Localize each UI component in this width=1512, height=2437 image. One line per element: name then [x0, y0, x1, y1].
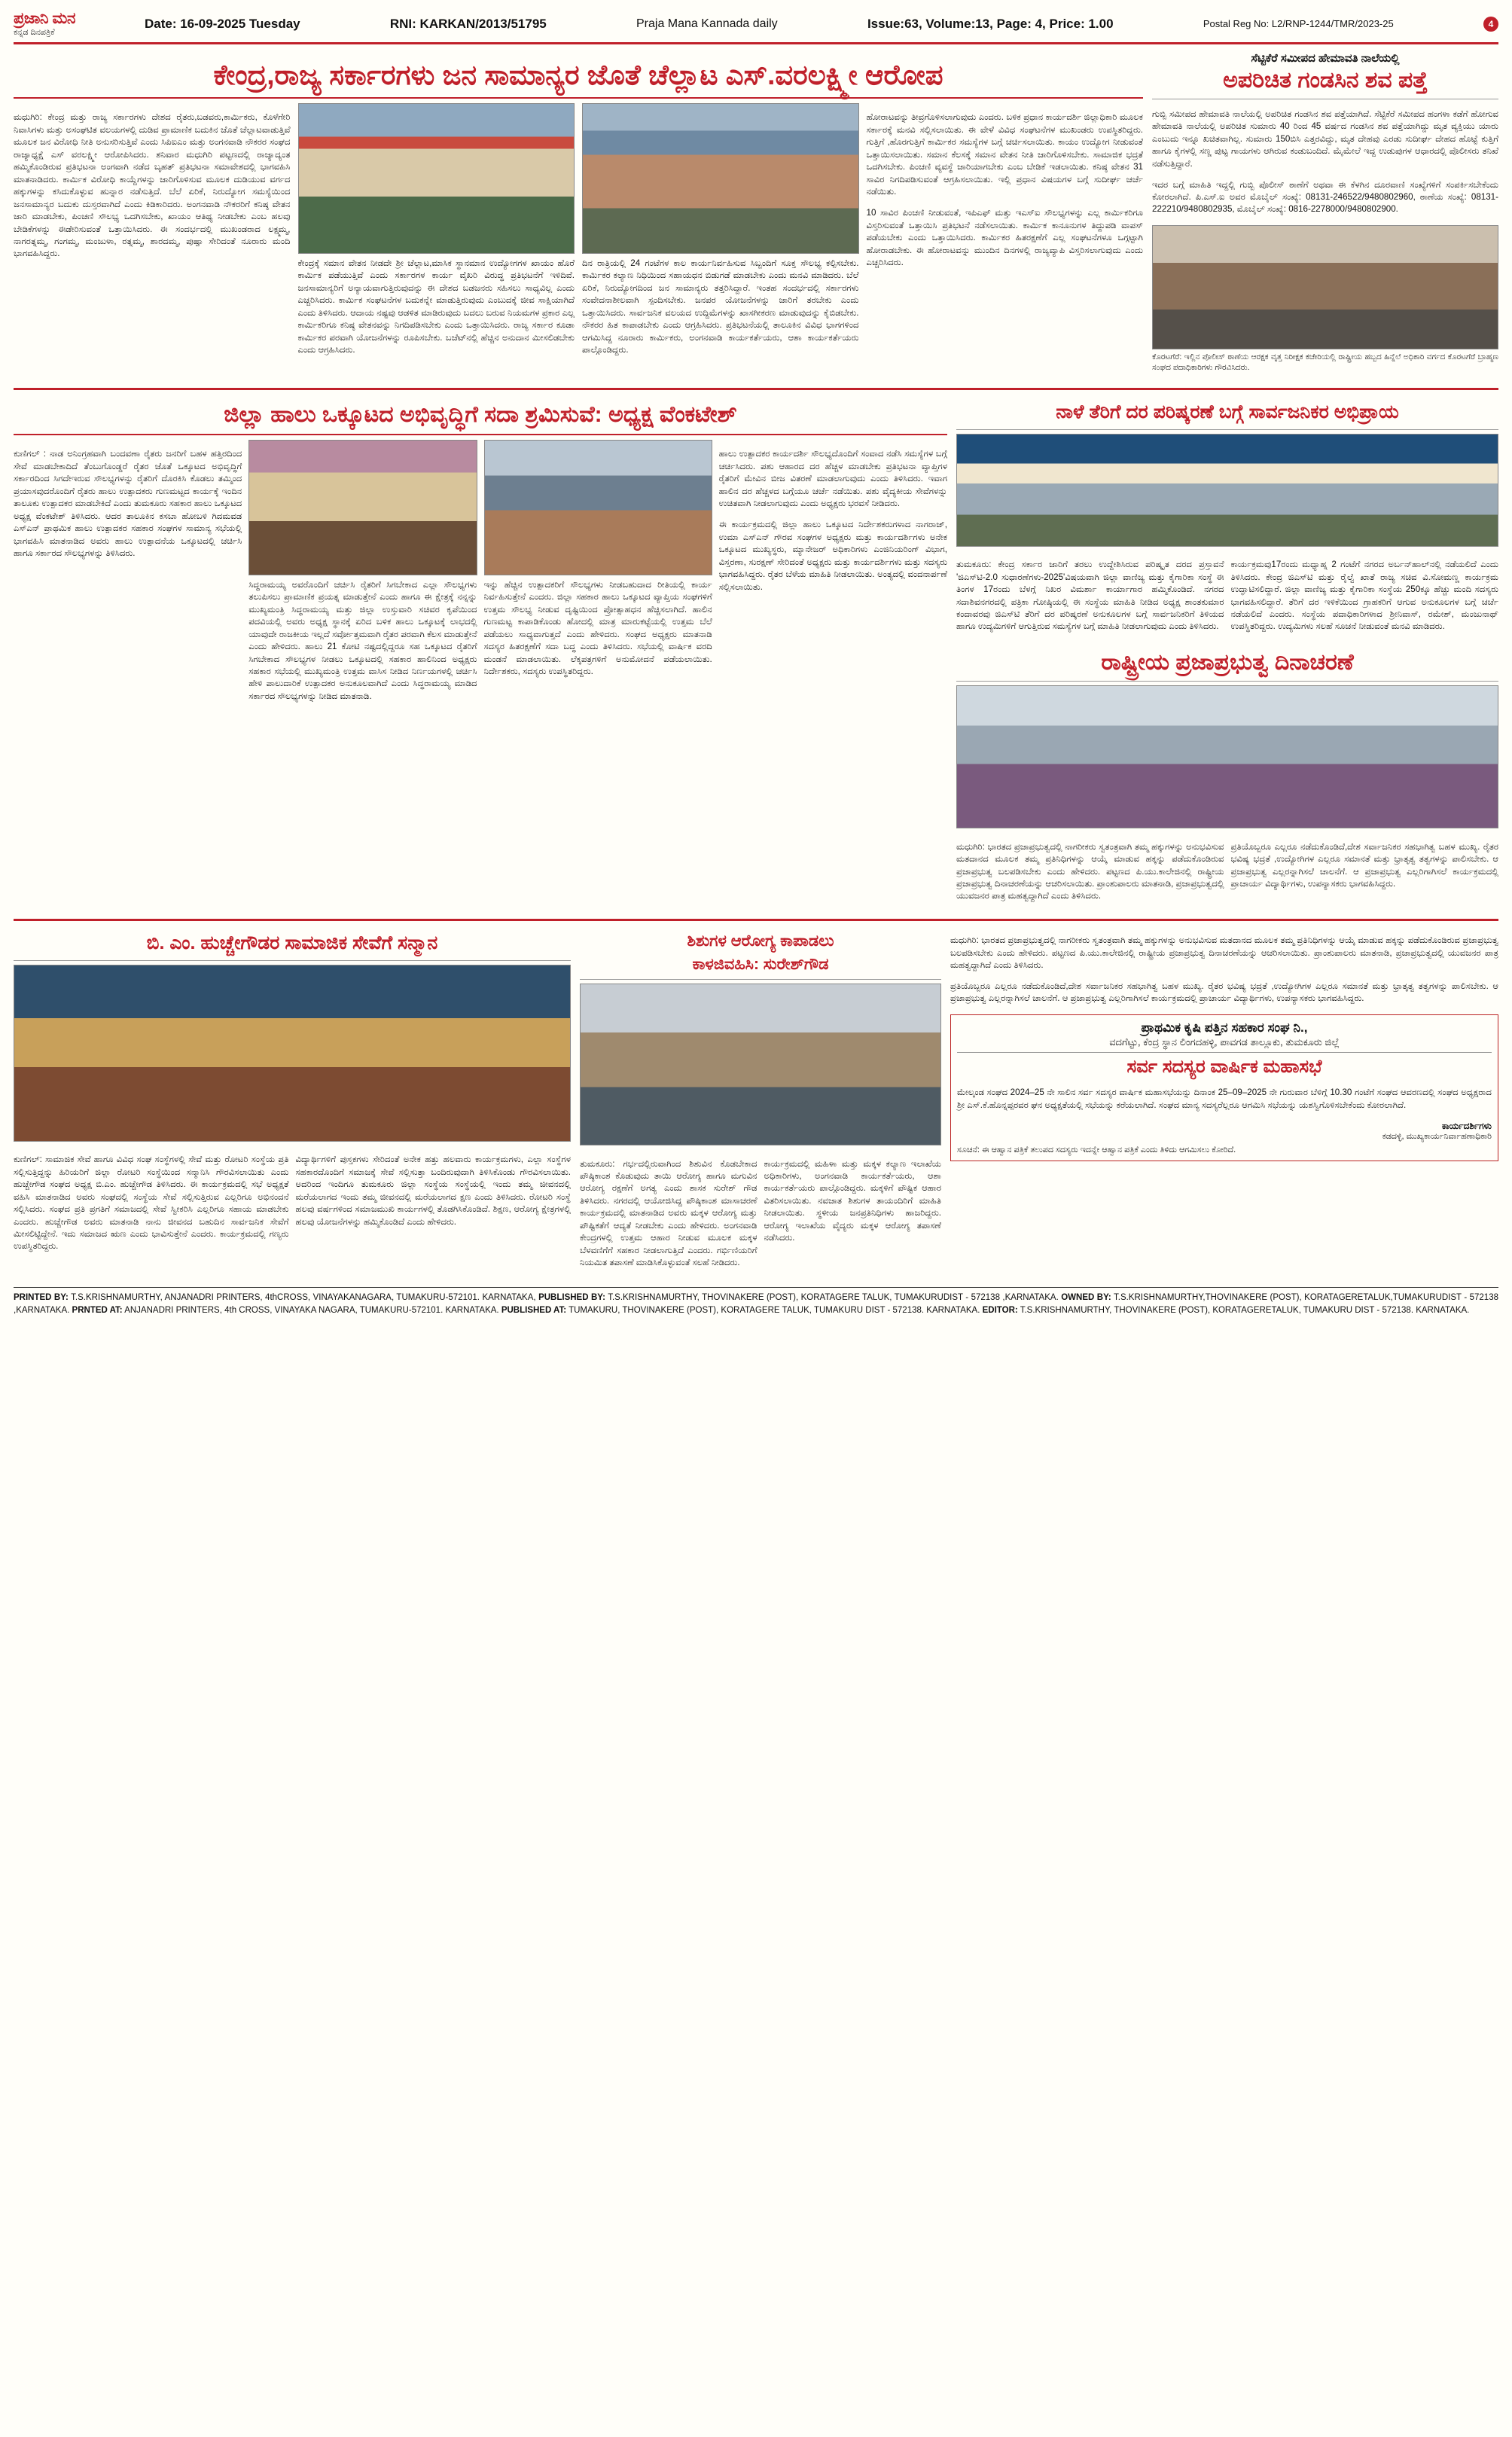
milk-text-5: ಈ ಕಾರ್ಯಕ್ರಮದಲ್ಲಿ ಜಿಲ್ಲಾ ಹಾಲು ಒಕ್ಕೂಟದ ನಿರ್ದೇಶಕರುಗಳಾದ ನಾಗರಾಜ್, ಉಮಾ ಎಸ್‌ಎನ್ ಗೌರವ ಸಂಘಗಳ ಅಧ್ಯಕ್ಷರು ಮತ್ತು ಕಾರ್ಯದರ್ಶಿಗಳು ಅನೇಕ ಒಕ್ಕೂಟದ ಮುಖ್ಯಸ್ಥರು, ಮ್ಯಾನೇಜರ್ ಅಧಿಕಾರಿಗಳು ಎಂಜಿನಿಯರಿಂಗ್ ವಿಭಾಗ, ವಿಸ್ತರಣಾ, ಸುರಕ್ಷಣ್ ಸೇರಿದಂತೆ ಅಧ್ಯಕ್ಷರು ಮತ್ತು ಕಾರ್ಯದರ್ಶಿಗಳು ಮತ್ತು ಸದಸ್ಯರು ಭಾಗವಹಿಸಿದ್ದರು. ರೈತರ ಬೆಳೆಯ ಮಾಹಿತಿ ನೀಡಲಾಯಿತು. ಅಂತ್ಯದಲ್ಲಿ ವಂದನಾರ್ಪಣೆ ಸಲ್ಲಿಸಲಾಯಿತು. [718, 520, 947, 592]
national-headline: ರಾಷ್ಟ್ರೀಯ ಪ್ರಜಾಪ್ರಭುತ್ವ ದಿನಾಚರಣೆ [1101, 649, 1354, 675]
masthead [14, 11, 1498, 44]
logo-subtitle: ಕನ್ನಡ ದಿನಪತ್ರಿಕೆ [14, 28, 55, 38]
crowd-photo [582, 103, 859, 254]
agm-notice [950, 1014, 1498, 1162]
national-text-2: ಪ್ರತಿಯೊಬ್ಬರೂ ಎಲ್ಲರೂ ನಡೆದುಕೊಂಡಿದೆ,ದೇಶ ಸರ್ವಾಜನಿಕರ ಸಹಭಾಗಿತ್ವ ಬಹಳ ಮುಖ್ಯ. ರೈತರ ಭವಿಷ್ಯ ಭದ್ರತೆ ,ಉದ್ಯೋಗಿಗಳ ಎಲ್ಲರೂ ಸಮಾನತೆ ಮತ್ತು ಭ್ರಾತೃತ್ವ ತತ್ವಗಳನ್ನು ಪಾಲಿಸಬೇಕು. ಆ ಪ್ರಜಾಪ್ರಭುತ್ವ ಎಲ್ಲರನ್ನಾಗಿಸಲೆ ಚಾಲನೆಗೆ. ಆ ಪ್ರಜಾಪ್ರಭುತ್ವ ಎಲ್ಲರಿಗಾಗಿಸಲೆ ಕಾರ್ಯಕ್ರಮದಲ್ಲಿ ಪ್ರಾಚಾರ್ಯ ವಿದ್ಯಾರ್ಥಿಗಳು, ಉಪನ್ಯಾಸಕರು ಭಾಗವಹಿಸಿದ್ದರು. [1230, 841, 1498, 889]
crime-photo-caption: ಕೊರಟಗೆರೆ: ಇಲ್ಲಿನ ಪೊಲೀಸ್ ಠಾಣೆಯ ಆರಕ್ಷಕ ವೃತ್ತ ನಿರೀಕ್ಷಕ ಕಚೇರಿಯಲ್ಲಿ ರಾಷ್ಟ್ರೀಯ ಹಬ್ಬದ ಹಿನ್ನೆಲೆ ಅಧಿಕಾರಿ ವರ್ಗದ ಕೊರಟಗೆರೆ ಬ್ರಾಹ್ಮಣ ಸಂಘದ ಪದಾಧಿಕಾರಿಗಳು ಗೌರವಿಸಿದರು. [1152, 352, 1498, 372]
crime-kicker: ಸೆಟ್ಟಿಕೆರೆ ಸಮೀಪದ ಹೇಮಾವತಿ ನಾಲೆಯಲ್ಲಿ [1251, 51, 1400, 65]
top-section [14, 52, 1498, 381]
child-health-photo [580, 984, 941, 1145]
milk-text-3: ಇನ್ನು ಹೆಚ್ಚಿನ ಉತ್ಪಾದಕರಿಗೆ ಸೌಲಭ್ಯಗಳು ನೀಡಬಹುದಾದ ರೀತಿಯಲ್ಲಿ ಕಾರ್ಯ ನಿರ್ವಹಿಸುತ್ತೇನೆ ಎಂದರು. ಜಿಲ್ಲಾ ಸಹಕಾರ ಹಾಲು ಒಕ್ಕೂಟದ ವ್ಯಾಪ್ತಿಯ ಸಂಘಗಳಿಗೆ ಉತ್ತಮ ಸೌಲಭ್ಯ ನೀಡುವ ದೃಷ್ಟಿಯಿಂದ ಪ್ರೋತ್ಸಾಹಧನ ಹೆಚ್ಚಿಸಲಾಗಿದೆ. ಹಾಲಿನ ಗುಣಮಟ್ಟ ಕಾಪಾಡಿಕೊಂಡು ಹೋದಲ್ಲಿ ಮಾತ್ರ ಮಾರುಕಟ್ಟೆಯಲ್ಲಿ ಉತ್ತಮ ಬೆಲೆ ಪಡೆಯಲು ಸಾಧ್ಯವಾಗುತ್ತದೆ ಎಂದು ಹೇಳಿದರು. ಸಂಘದ ಅಧ್ಯಕ್ಷರು ಮಾತನಾಡಿ ಸದಸ್ಯರ ಹಿತರಕ್ಷಣೆಗೆ ಸದಾ ಬದ್ಧ ಎಂದು ತಿಳಿಸಿದರು. ಸಭೆಯಲ್ಲಿ ವಾರ್ಷಿಕ ವರದಿ ಮಂಡನೆ ಮಾಡಲಾಯಿತು. ಲೆಕ್ಕಪತ್ರಗಳಿಗೆ ಅನುಮೋದನೆ ಪಡೆಯಲಾಯಿತು. ನಿರ್ದೇಶಕರು, ಸದಸ್ಯರು ಉಪಸ್ಥಿತರಿದ್ದರು. [483, 579, 712, 677]
lead-col-1 [14, 103, 291, 365]
opinion-col-1 [956, 551, 1224, 642]
national-col-1 [956, 832, 1224, 911]
newspaper-logo [14, 11, 134, 38]
lead-col-4 [867, 103, 1144, 365]
opinion-text-1: ತುಮಕೂರು: ಕೇಂದ್ರ ಸರ್ಕಾರ ಜಾರಿಗೆ ತರಲು ಉದ್ದೇಶಿಸಿರುವ ಪರಿಷ್ಕೃತ ದರದ ಪ್ರಸ್ತಾವನೆ 'ಜಿಎಸ್‌ಟಿ-2.0 ಸುಧಾರಣೆಗಳು-2025'ವಿಷಯವಾಗಿ ಜಿಲ್ಲಾ ವಾಣಿಜ್ಯ ಮತ್ತು ಕೈಗಾರಿಕಾ ಸಂಸ್ಥೆ ಈ ತಿಂಗಳ 17ರಂದು ಬೆಳಗ್ಗೆ ನಿಖರ ವಿಮರ್ಶಾ ಕಾರ್ಯಾಗಾರ ಹಮ್ಮಿಕೊಂಡಿದೆ. ನಗರದ ಸದಾಶಿವನಗರದಲ್ಲಿ ಪತ್ರಿಕಾ ಗೋಷ್ಠಿಯಲ್ಲಿ ಈ ಸಂಸ್ಥೆಯ ಮಾಹಿತಿ ನೀಡಿದ ಅಧ್ಯಕ್ಷ ಶಾಂತಕುಮಾರ ಕಂದಾವರವು ಜಿಎಸ್‌ಟಿ ತೆರಿಗೆ ದರ ಪರಿಷ್ಕರಣೆ ಅನುಕೂಲಗಳ ಬಗ್ಗೆ ಸಾರ್ವಜನಿಕರಿಗೆ ತಿಳಿಯದ ಹಾಗೂ ಉದ್ಯಮಿಗಳಿಗೆ ಆಗುತ್ತಿರುವ ಸಮಸ್ಯೆಗಳ ಬಗ್ಗೆ ಮಾಹಿತಿ ನೀಡಲಾಗುವುದು ಎಂದು ತಿಳಿಸಿದರು. [956, 560, 1224, 632]
national-col-2 [1231, 832, 1499, 911]
democracy-day-photo [956, 685, 1498, 828]
honour-col-1 [14, 1145, 289, 1262]
publication-date: Date: 16-09-2025 Tuesday [145, 16, 300, 31]
national-text-4: ಪ್ರತಿಯೊಬ್ಬರೂ ಎಲ್ಲರೂ ನಡೆದುಕೊಂಡಿದೆ,ದೇಶ ಸರ್ವಾಜನಿಕರ ಸಹಭಾಗಿತ್ವ ಬಹಳ ಮುಖ್ಯ. ರೈತರ ಭವಿಷ್ಯ ಭದ್ರತೆ ,ಉದ್ಯೋಗಿಗಳ ಎಲ್ಲರೂ ಸಮಾನತೆ ಮತ್ತು ಭ್ರಾತೃತ್ವ ತತ್ವಗಳನ್ನು ಪಾಲಿಸಬೇಕು. ಆ ಪ್ರಜಾಪ್ರಭುತ್ವ ಎಲ್ಲರನ್ನಾಗಿಸಲೆ ಚಾಲನೆಗೆ. ಆ ಪ್ರಜಾಪ್ರಭುತ್ವ ಎಲ್ಲರಿಗಾಗಿಸಲೆ ಕಾರ್ಯಕ್ರಮದಲ್ಲಿ ಪ್ರಾಚಾರ್ಯ ವಿದ್ಯಾರ್ಥಿಗಳು, ಉಪನ್ಯಾಸಕರು ಭಾಗವಹಿಸಿದ್ದರು. [950, 981, 1498, 1004]
milk-text-2: ಸಿದ್ಧರಾಮಯ್ಯ ಅವರೊಂದಿಗೆ ಚರ್ಚಿಸಿ ರೈತರಿಗೆ ಸಿಗಬೇಕಾದ ಎಲ್ಲಾ ಸೌಲಭ್ಯಗಳು ತಲುಪಿಸಲು ಪ್ರಾಮಾಣಿಕ ಪ್ರಯತ್ನ ಮಾಡುತ್ತೇನೆ ಎಂದು ಹಾಗೂ ಈ ಕ್ಷೇತ್ರಕ್ಕೆ ನನ್ನನ್ನು ಮುಖ್ಯಮಂತ್ರಿ ಸಿದ್ಧರಾಮಯ್ಯ ಮತ್ತು ಜಿಲ್ಲಾ ಉಸ್ತುವಾರಿ ಸಚಿವರ ಕೃಪೆಯಿಂದ ಪದವಿಯಲ್ಲಿ ಅವರು ಅಧ್ಯಕ್ಷ ಸ್ಥಾನಕ್ಕೆ ಏರಿದ ಬಳಿಕ ಹಾಲು ಒಕ್ಕೂಟಕ್ಕೆ ಲಾಭದಲ್ಲಿ ಯಾವುದೇ ರಾಜಕೀಯ ಇಲ್ಲದೆ ಸರ್ವೋತ್ತಮವಾಗಿ ರೈತರ ಪರವಾಗಿ ಕೆಲಸ ಮಾಡುತ್ತೇನೆ ಎಂದು ಹೇಳಿದರು. ಹಾಲು 21 ಕೋಟಿ ನಷ್ಟದಲ್ಲಿದ್ದರೂ ಸಹ ಒಕ್ಕೂಟದ ರೈತರಿಗೆ ಸಿಗಬೇಕಾದ ಸೌಲಭ್ಯಗಳ ನೀಡಲು ಒಕ್ಕೂಟದಲ್ಲಿ ಸಹಕಾರ ಹಾಲಿನಿಂದ ಅಧ್ಯಕ್ಷರು ಸಹಕಾರ ಸಭೆಯಲ್ಲಿ ಮುಖ್ಯಮಂತ್ರಿ ಉತ್ತಮ ವಾಸಿಸ ನೀಡಿದ ನಿರ್ಣಯಗಳಲ್ಲಿ ಚರ್ಚಿಸಿ ಹೇಳಿ ಪಾಲುದಾರಿಕೆ ಉತ್ಪಾದಕರ ಅನುಕೂಲವಾಗಿದೆ ಎಂದು ಸಿದ್ಧರಾಮಯ್ಯ ಮಾಡಿದ ಸರ್ಕಾರದ ಸೌಲಭ್ಯಗಳನ್ನು ನೀಡಿದ ಮಾತನಾಡಿ. [248, 579, 477, 701]
notice-title: ಸರ್ವ ಸದಸ್ಯರ ವಾರ್ಷಿಕ ಮಹಾಸಭೆ [1126, 1057, 1322, 1078]
editor-value: T.S.KRISHNAMURTHY, THOVINAKERE (POST), KORATAGERETALUK, TUMAKURU DIST - 572138. KARNATAKA. [1020, 1305, 1470, 1315]
milk-col-3 [484, 440, 712, 712]
lead-story [14, 52, 1143, 381]
opinion-col-2 [1231, 551, 1499, 642]
lead-col-2 [298, 103, 575, 365]
published-by-value: T.S.KRISHNAMURTHY, THOVINAKERE (POST), KORATAGERE TALUK, TUMAKURUDIST - 572138 ,KARNATAKA. [608, 1293, 1059, 1303]
child-health-story [580, 926, 941, 1278]
child-health-subhead: ಕಾಳಜಿವಹಿಸಿ: ಸುರೇಶ್‌ಗೌಡ [692, 955, 829, 973]
lead-text-4: ಹೋರಾಟವನ್ನು ತೀವ್ರಗೊಳಿಸಲಾಗುವುದು ಎಂದರು. ಬಳಿಕ ಪ್ರಧಾನ ಕಾರ್ಯದರ್ಶಿ ಜಿಲ್ಲಾಧಿಕಾರಿ ಮೂಲಕ ಸರ್ಕಾರಕ್ಕೆ ಮನವಿ ಸಲ್ಲಿಸಲಾಯಿತು. ಈ ವೇಳೆ ವಿವಿಧ ಸಂಘಟನೆಗಳ ಮುಖಂಡರು ಉಪಸ್ಥಿತರಿದ್ದರು. ಗುತ್ತಿಗೆ ,ಹೊರಗುತ್ತಿಗೆ ಕಾರ್ಮಿಕರ ಸಮಸ್ಯೆಗಳ ಬಗ್ಗೆ ಚರ್ಚಿಸಲಾಯಿತು. ಕಾಯಂ ಉದ್ಯೋಗ ನೀಡುವಂತೆ ಒತ್ತಾಯಿಸಲಾಯಿತು. ಸಮಾನ ಕೆಲಸಕ್ಕೆ ಸಮಾನ ವೇತನ ನೀತಿ ಜಾರಿಗೊಳಿಸಬೇಕು. ಸಾಮಾಜಿಕ ಭದ್ರತೆ ಒದಗಿಸಬೇಕು. ಪಿಂಚಣಿ ವ್ಯವಸ್ಥೆ ಜಾರಿಯಾಗಬೇಕು ಎಂಬ ಬೇಡಿಕೆ ಇಡಲಾಯಿತು. ಕನಿಷ್ಠ ವೇತನ 31 ಸಾವಿರ ನಿಗದಿಪಡಿಸುವಂತೆ ಆಗ್ರಹಿಸಲಾಯಿತು. ಇಲ್ಲಿ ಪ್ರಧಾನ ವಿಷಯಗಳ ಬಗ್ಗೆ ಸುದೀರ್ಘ ಚರ್ಚೆ ನಡೆಯಿತು. [866, 112, 1143, 197]
police-honour-photo [1152, 225, 1498, 349]
gst-press-photo [956, 434, 1498, 547]
national-text-1: ಮಧುಗಿರಿ: ಭಾರತದ ಪ್ರಜಾಪ್ರಭುತ್ವದಲ್ಲಿ ನಾಗರೀಕರು ಸ್ವತಂತ್ರವಾಗಿ ತಮ್ಮ ಹಕ್ಕುಗಳನ್ನು ಅನುಭವಿಸುವ ಮತದಾನದ ಮೂಲಕ ತಮ್ಮ ಪ್ರತಿನಿಧಿಗಳನ್ನು ಆಯ್ಕೆ ಮಾಡುವ ಹಕ್ಕನ್ನು ಪಡೆದುಕೊಂಡಿರುವ ಪ್ರಜಾಪ್ರಭುತ್ವ ಬಲಪಡಿಸಬೇಕು ಎಂದು ಹೇಳಿದರು. ಪಟ್ಟಣದ ಪಿ.ಯು.ಕಾಲೇಜಿನಲ್ಲಿ ರಾಷ್ಟ್ರೀಯ ಪ್ರಜಾಪ್ರಭುತ್ವ ದಿನಾಚರಣೆಯನ್ನು ಆಚರಿಸಲಾಯಿತು. ಪ್ರಾಂಶುಪಾಲರು ಮಾತನಾಡಿ, ಪ್ರಜಾಪ್ರಭುತ್ವದಲ್ಲಿ ಯುವಜನರ ಪಾತ್ರ ಮಹತ್ವದ್ದಾಗಿದೆ ಎಂದು ತಿಳಿಸಿದರು. [956, 841, 1224, 901]
postal-reg: Postal Reg No: L2/RNP-1244/TMR/2023-25 [1203, 18, 1394, 30]
honour-text-1: ಕುಣಿಗಲ್: ಸಾಮಾಜಿಕ ಸೇವೆ ಹಾಗೂ ವಿವಿಧ ಸಂಘ ಸಂಸ್ಥೆಗಳಲ್ಲಿ ಸೇವೆ ಮತ್ತು ರೋಟರಿ ಸಂಸ್ಥೆಯ ಪ್ರತಿ ಸಲ್ಲಿಸುತ್ತಿದ್ದನ್ನು ಹಿರಿಯರಿಗೆ ಜಿಲ್ಲಾ ರೋಟರಿ ಸಂಸ್ಥೆಯಿಂದ ಸನ್ಮಾನಿಸಿ ಗೌರವಿಸಲಾಯಿತು ಎಂದು ಹುಚ್ಚೇಗೌಡ ಸಂಘದ ಅಧ್ಯಕ್ಷ ಬಿ.ಎಂ. ಹುಚ್ಚೇಗೌಡ ತಿಳಿಸಿದರು. ಈ ಕಾರ್ಯಕ್ರಮದಲ್ಲಿ ಸಭೆ ಅಧ್ಯಕ್ಷತೆ ವಹಿಸಿ ಮಾತನಾಡಿದ ಅವರು ಸಂಘದಲ್ಲಿ ಸಂಸ್ಥೆಯ ಸೇವೆ ಸಲ್ಲಿಸುತ್ತಿರುವ ಎಲ್ಲರಿಗೂ ಅಭಿನಂದನೆ ಸಲ್ಲಿಸಿದರು. ಸಂಘದ ಪ್ರತಿ ಪ್ರಗತಿಗೆ ಸಮಾಜದಲ್ಲಿ ಸೇವೆ ಸ್ವೀಕರಿಸಿ ಎಲ್ಲರಿಗೂ ಸಹಾಯ ಮಾಡಬೇಕು ಎಂದರು. ಹುಚ್ಚೇಗೌಡ ಅವರು ಮಾತನಾಡಿ ನಾನು ಜೀವನದ ಬಹುದಿನ ಸಾರ್ವಜನಿಕ ಸೇವೆಗೆ ಮೀಸಲಿಟ್ಟಿದ್ದೇನೆ. ಇದು ಸಮಾಜದ ಋಣ ಎಂದು ಭಾವಿಸುತ್ತೇನೆ ಎಂದರು. ಕಾರ್ಯಕ್ರಮದಲ್ಲಿ ಗಣ್ಯರು ಉಪಸ್ಥಿತರಿದ್ದರು. [14, 1154, 289, 1252]
milk-union-story [14, 395, 947, 911]
lead-text-4b: 10 ಸಾವಿರ ಪಿಂಚಣಿ ನೀಡುವಂತೆ, ಇಪಿಎಫ್ ಮತ್ತು ಇಎಸ್ಐ ಸೌಲಭ್ಯಗಳನ್ನು ಎಲ್ಲ ಕಾರ್ಮಿಕರಿಗೂ ವಿಸ್ತರಿಸುವಂತೆ ಒತ್ತಾಯಿಸಿ ಪ್ರತಿಭಟನೆ ನಡೆಸಲಾಯಿತು. ಕಾರ್ಮಿಕ ಕಾನೂನುಗಳ ತಿದ್ದುಪಡಿ ವಾಪಸ್ ಪಡೆಯಬೇಕು ಎಂದು ಒತ್ತಾಯಿಸಿದರು. ಕಾರ್ಮಿಕರ ಹಿತರಕ್ಷಣೆಗೆ ಎಲ್ಲ ಸಂಘಟನೆಗಳೂ ಒಗ್ಗಟ್ಟಾಗಿ ಹೋರಾಡಬೇಕು. ಈ ಹೋರಾಟವನ್ನು ಮುಂದಿನ ದಿನಗಳಲ್ಲಿ ರಾಜ್ಯವ್ಯಾಪಿ ವಿಸ್ತರಿಸಲಾಗುವುದು ಎಂದು ಎಚ್ಚರಿಸಿದರು. [866, 208, 1143, 268]
bottom-section [14, 926, 1498, 1278]
page-number-badge: 4 [1483, 17, 1498, 32]
notice-sign-1: ಕಾರ್ಯದರ್ಶಿಗಳು [1441, 1120, 1492, 1131]
issue-info: Issue:63, Volume:13, Page: 4, Price: 1.00 [867, 16, 1114, 31]
milk-meeting-photo [248, 440, 477, 575]
crime-headline: ಅಪರಿಚಿತ ಗಂಡಸಿನ ಶವ ಪತ್ತೆ [1223, 67, 1428, 93]
honour-headline: ಬಿ. ಎಂ. ಹುಚ್ಚೇಗೌಡರ ಸಾಮಾಜಿಕ ಸೇವೆಗೆ ಸನ್ಮಾನ [146, 932, 438, 954]
imprint-footer [14, 1287, 1498, 1316]
milk-text-4: ಹಾಲು ಉತ್ಪಾದಕರ ಕಾರ್ಯದರ್ಶಿ ಸೌಲಭ್ಯದೊಂದಿಗೆ ಸಂವಾದ ನಡೆಸಿ ಸಮಸ್ಯೆಗಳ ಬಗ್ಗೆ ಚರ್ಚಿಸಿದರು. ಪಶು ಆಹಾರದ ದರ ಹೆಚ್ಚಳ ಮಾಡಬೇಕು ಪ್ರತಿಭಟನಾ ವ್ಯಾಪ್ತಿಗಳ ರೈತರಿಗೆ ಮೇವಿನ ಬೀಜ ವಿತರಣೆ ಮಾಡಲಾಗುವುದು ಎಂದು ತಿಳಿಸಿದರು. ಇವಾಗ ಹಾಲಿನ ದರ ಹೆಚ್ಚಳದ ಬಗ್ಗೆಯೂ ಚರ್ಚೆ ನಡೆಯಿತು. ಪಶು ವೈದ್ಯಕೀಯ ಸೇವೆಗಳನ್ನು ಉಚಿತವಾಗಿ ನೀಡಲಾಗುವುದು ಎಂದು ಅಧ್ಯಕ್ಷರು ಭರವಸೆ ನೀಡಿದರು. [718, 449, 947, 509]
milk-headline: ಜಿಲ್ಲಾ ಹಾಲು ಒಕ್ಕೂಟದ ಅಭಿವೃದ್ಧಿಗೆ ಸದಾ ಶ್ರಮಿಸುವೆ: ಅಧ್ಯಕ್ಷ ವೆಂಕಟೇಶ್ [224, 402, 737, 428]
honour-col-2 [296, 1145, 572, 1262]
published-at-label: PUBLISHED AT: [501, 1305, 567, 1315]
lead-headline: ಕೇಂದ್ರ,ರಾಜ್ಯ ಸರ್ಕಾರಗಳು ಜನ ಸಾಮಾನ್ಯರ ಜೊತೆ ಚೆಲ್ಲಾಟ ಎಸ್.ವರಲಕ್ಷ್ಮೀ ಆರೋಪ [213, 59, 943, 90]
honour-story [14, 926, 571, 1278]
lead-col-3 [582, 103, 859, 365]
owned-by-label: OWNED BY: [1061, 1293, 1111, 1303]
milk-col-4 [719, 440, 947, 712]
child-health-col-1 [580, 1149, 758, 1278]
printed-by-value: T.S.KRISHNAMURTHY, ANJANADRI PRINTERS, 4thCROSS, VINAYAKANAGARA, TUMAKURU-572101. KARNATAKA, [71, 1293, 536, 1303]
child-health-text-1: ತುಮಕೂರು: ಗರ್ಭದಲ್ಲಿರುವಾಗಿಂದ ಶಿಶುವಿನ ಕೊಡಬೇಕಾದ ಪೌಷ್ಠಿಕಾಂಶ ಕೊಡುವುದು ತಾಯಿ ಆರೋಗ್ಯ ಹಾಗೂ ಮಗುವಿನ ಆರೋಗ್ಯ ರಕ್ಷಣೆಗೆ ಅಗತ್ಯ ಎಂದು ಶಾಸಕ ಸುರೇಶ್ ಗೌಡ ತಿಳಿಸಿದರು. ನಗರದಲ್ಲಿ ಆಯೋಜಿಸಿದ್ದ ಪೌಷ್ಠಿಕಾಂಶ ಮಾಸಾಚರಣೆ ಕಾರ್ಯಕ್ರಮದಲ್ಲಿ ಮಾತನಾಡಿದ ಅವರು ಮಕ್ಕಳ ಆರೋಗ್ಯ ಮತ್ತು ಪೌಷ್ಟಿಕತೆಗೆ ಆದ್ಯತೆ ನೀಡಬೇಕು ಎಂದು ಹೇಳಿದರು. ಅಂಗನವಾಡಿ ಕೇಂದ್ರಗಳಲ್ಲಿ ಉತ್ತಮ ಆಹಾರ ನೀಡುವ ಮೂಲಕ ಮಕ್ಕಳ ಬೆಳವಣಿಗೆಗೆ ಸಹಕಾರ ನೀಡಲಾಗುತ್ತಿದೆ ಎಂದರು. ಗರ್ಭಿಣಿಯರಿಗೆ ನಿಯಮಿತ ತಪಾಸಣೆ ಮಾಡಿಸಿಕೊಳ್ಳುವಂತೆ ಸಲಹೆ ನೀಡಿದರು. [580, 1158, 758, 1268]
notice-sign-2: ಕಡದಳ್ಳಿ, ಮುಖ್ಯಕಾರ್ಯನಿರ್ವಾಹಣಾಧಿಕಾರಿ [1382, 1131, 1492, 1141]
national-text-3: ಮಧುಗಿರಿ: ಭಾರತದ ಪ್ರಜಾಪ್ರಭುತ್ವದಲ್ಲಿ ನಾಗರೀಕರು ಸ್ವತಂತ್ರವಾಗಿ ತಮ್ಮ ಹಕ್ಕುಗಳನ್ನು ಅನುಭವಿಸುವ ಮತದಾನದ ಮೂಲಕ ತಮ್ಮ ಪ್ರತಿನಿಧಿಗಳನ್ನು ಆಯ್ಕೆ ಮಾಡುವ ಹಕ್ಕನ್ನು ಪಡೆದುಕೊಂಡಿರುವ ಪ್ರಜಾಪ್ರಭುತ್ವ ಬಲಪಡಿಸಬೇಕು ಎಂದು ಹೇಳಿದರು. ಪಟ್ಟಣದ ಪಿ.ಯು.ಕಾಲೇಜಿನಲ್ಲಿ ರಾಷ್ಟ್ರೀಯ ಪ್ರಜಾಪ್ರಭುತ್ವ ದಿನಾಚರಣೆಯನ್ನು ಆಚರಿಸಲಾಯಿತು. ಪ್ರಾಂಶುಪಾಲರು ಮಾತನಾಡಿ, ಪ್ರಜಾಪ್ರಭುತ್ವದಲ್ಲಿ ಯುವಜನರ ಪಾತ್ರ ಮಹತ್ವದ್ದಾಗಿದೆ ಎಂದು ತಿಳಿಸಿದರು. [950, 935, 1498, 970]
paper-name: Praja Mana Kannada daily [636, 17, 778, 30]
notice-body: ಮೇಲ್ಕಂಡ ಸಂಘದ 2024–25 ನೇ ಸಾಲಿನ ಸರ್ವ ಸದಸ್ಯರ ವಾರ್ಷಿಕ ಮಹಾಸಭೆಯನ್ನು ದಿನಾಂಕ 25–09–2025 ನೇ ಗುರುವಾರ ಬೆಳಿಗ್ಗೆ 10.30 ಗಂಟೆಗೆ ಸಂಘದ ಆವರಣದಲ್ಲಿ ಸಂಘದ ಅಧ್ಯಕ್ಷರಾದ ಶ್ರೀ ಎಸ್.ಕೆ.ಹೊನ್ನಪ್ಪರವರ ಘನ ಅಧ್ಯಕ್ಷತೆಯಲ್ಲಿ ಸಭೆಯನ್ನು ಕರೆಯಲಾಗಿದೆ. ಸಂಘದ ಮಾನ್ಯ ಸದಸ್ಯರೆಲ್ಲರೂ ಆಗಮಿಸಿ ಸಭೆಯನ್ನು ಯಶಸ್ವಿಗೊಳಿಸಬೇಕೆಂದು ಕೋರಲಾಗಿದೆ. [957, 1087, 1492, 1110]
printed-at-label: PRNTED AT: [72, 1305, 123, 1315]
notice-org-line1: ಪ್ರಾಥಮಿಕ ಕೃಷಿ ಪತ್ತಿನ ಸಹಕಾರ ಸಂಘ ನಿ., [1141, 1020, 1308, 1035]
printed-by-label: PRINTED BY: [14, 1293, 69, 1303]
crime-story [1152, 52, 1498, 381]
editor-label: EDITOR: [982, 1305, 1018, 1315]
masthead-info [145, 17, 1498, 32]
owned-by-value: T.S.KRISHNAMURTHY,THOVINAKERE (POST), KORATAGERETALUK,TUMAKURUDIST - 572138 ,KARNATAKA. [14, 1293, 1498, 1315]
honour-photo [14, 965, 571, 1142]
lead-text-1: ಮಧುಗಿರಿ: ಕೇಂದ್ರ ಮತ್ತು ರಾಜ್ಯ ಸರ್ಕಾರಗಳು ದೇಶದ ರೈತರು,ಬಡವರು,ಕಾರ್ಮಿಕರು, ಕೊಳೆಗೇರಿ ನಿವಾಸಿಗಳು ಮತ್ತು ಅಸಂಘಟಿತ ವಲಯಗಳಲ್ಲಿ ದುಡಿವ ಪ್ರಾಮಾಣಿಕ ಬದುಕಿನ ಜೊತೆ ಚೆಲ್ಲಾಟವಾಡುತ್ತಿವೆ ಮೂಲಕ ಜನ ವಿರೋಧಿ ನೀತಿ ಅನುಸರಿಸುತ್ತಿವೆ ಎಂದು ಸಿಪಿಐಎಂ ಮತ್ತು ಅಂಗನವಾಡಿ ನೌಕರರ ಸಂಘದ ರಾಜ್ಯಾಧ್ಯಕ್ಷೆ ಎಸ್ ವರಲಕ್ಷ್ಮೀ ಆರೋಪಿಸಿದರು. ಶನಿವಾರ ಮಧುಗಿರಿ ಪಟ್ಟಣದಲ್ಲಿ ರಾಜ್ಯಾದ್ಯಂತ ಹಮ್ಮಿಕೊಂಡಿರುವ ಪ್ರತಿಭಟನಾ ಅಂಗವಾಗಿ ನಡೆದ ಬೃಹತ್ ಪ್ರತಿಭಟನಾ ಸಮಾವೇಶದಲ್ಲಿ ಭಾಗವಹಿಸಿ ಮಾತನಾಡಿದರು. ಕಾರ್ಮಿಕ ವಿರೋಧಿ ಕಾಯ್ದೆಗಳನ್ನು ಜಾರಿಗೊಳಿಸುವ ಮೂಲಕ ದುಡಿಯುವ ವರ್ಗದ ಹಕ್ಕುಗಳನ್ನು ಕಸಿದುಕೊಳ್ಳುವ ಹುನ್ನಾರ ನಡೆಸುತ್ತಿದೆ. ಬೆಲೆ ಏರಿಕೆ, ನಿರುದ್ಯೋಗ ಸಮಸ್ಯೆಯಿಂದ ಜನಸಾಮಾನ್ಯರ ಬದುಕು ದುಸ್ತರವಾಗಿದೆ ಎಂದು ಕಿಡಿಕಾರಿದರು. ಅಂಗನವಾಡಿ ನೌಕರರಿಗೆ ಕನಿಷ್ಠ ವೇತನ ಜಾರಿ ಮಾಡಬೇಕು, ಪಿಂಚಣಿ ಸೌಲಭ್ಯ ಒದಗಿಸಬೇಕು, ಖಾಯಂ ಆತಿಥ್ಯ ನೀಡಬೇಕು ಎಂಬ ಹಲವು ಬೇಡಿಕೆಗಳನ್ನು ಈಡೇರಿಸುವಂತೆ ಒತ್ತಾಯಿಸಿದರು. ಈ ಸಂದರ್ಭದಲ್ಲಿ ಮುಖಂಡರಾದ ಲಕ್ಷ್ಮಮ್ಮ, ನಾಗರತ್ನಮ್ಮ, ಗಂಗಮ್ಮ, ಮಂಜುಳಾ, ರತ್ನಮ್ಮ, ಶಾರದಮ್ಮ, ಪುಷ್ಪಾ ಸೇರಿದಂತೆ ನೂರಾರು ಮಂದಿ ಭಾಗವಹಿಸಿದ್ದರು. [14, 112, 291, 259]
child-health-col-2 [764, 1149, 942, 1278]
milk-col-1 [14, 440, 242, 712]
rally-photo [298, 103, 575, 254]
notice-org-line2: ವದಗೆಟ್ಟು, ಕೆಂದ್ರ ಸ್ಥಾನ ಲಿಂಗದಹಳ್ಳಿ, ಪಾವಗಡ ತಾಲ್ಲೂಕು, ತುಮಕೂರು ಜಿಲ್ಲೆ [1109, 1035, 1340, 1048]
logo-title: ಪ್ರಜಾನಿ ಮನ [14, 10, 76, 27]
published-at-value: TUMAKURU, THOVINAKERE (POST), KORATAGERE TALUK, TUMAKURU DIST - 572138. KARNATAKA. [569, 1305, 980, 1315]
middle-section [14, 395, 1498, 911]
printed-at-value: ANJANADRI PRINTERS, 4th CROSS, VINAYAKA NAGARA, TUMAKURU-572101. KARNATAKA. [124, 1305, 499, 1315]
opinion-headline: ನಾಳೆ ತೆರಿಗೆ ದರ ಪರಿಷ್ಕರಣೆ ಬಗ್ಗೆ ಸಾರ್ವಜನಿಕರ ಅಭಿಪ್ರಾಯ [1056, 401, 1399, 423]
child-health-text-2: ಕಾರ್ಯಕ್ರಮದಲ್ಲಿ ಮಹಿಳಾ ಮತ್ತು ಮಕ್ಕಳ ಕಲ್ಯಾಣ ಇಲಾಖೆಯ ಅಧಿಕಾರಿಗಳು, ಅಂಗನವಾಡಿ ಕಾರ್ಯಕರ್ತೆಯರು, ಆಶಾ ಕಾರ್ಯಕರ್ತೆಯರು ಪಾಲ್ಗೊಂಡಿದ್ದರು. ಮಕ್ಕಳಿಗೆ ಪೌಷ್ಟಿಕ ಆಹಾರ ವಿತರಿಸಲಾಯಿತು. ನವಜಾತ ಶಿಶುಗಳ ತಾಯಂದಿರಿಗೆ ಮಾಹಿತಿ ನೀಡಲಾಯಿತು. ಸ್ಥಳೀಯ ಜನಪ್ರತಿನಿಧಿಗಳು ಹಾಜರಿದ್ದರು. ಆರೋಗ್ಯ ಇಲಾಖೆಯ ವೈದ್ಯರು ಮಕ್ಕಳ ಆರೋಗ್ಯ ತಪಾಸಣೆ ನಡೆಸಿದರು. [764, 1158, 941, 1243]
child-health-headline: ಶಿಶುಗಳ ಆರೋಗ್ಯ ಕಾಪಾಡಲು [687, 932, 834, 950]
milk-group-photo [484, 440, 712, 575]
lead-text-2: ಕೇಂದ್ರಕ್ಕೆ ಸಮಾನ ವೇತನ ನೀಡದೇ ಶ್ರೀ ಚೆಲ್ಲಾಟ,ಮಾಸಿಕ ಸ್ಥಾನಮಾನ ಉದ್ಯೋಗಗಳ ಖಾಯಂ ಹೊರೆ ಕಾರ್ಮಿಕ ಪಡೆಯುತ್ತಿವೆ ಎಂದು ಸರ್ಕಾರಗಳ ಕಾರ್ಯ ವೈಖರಿ ವಿರುದ್ಧ ಪ್ರತಿಭಟನೆಗೆ ಇಳಿದಿವೆ. ಜನಸಾಮಾನ್ಯರಿಗೆ ಅನ್ಯಾಯವಾಗುತ್ತಿರುವುದನ್ನು ಈ ದೇಶದ ಬಡಜನರು ಸಹಿಸಲು ಸಾಧ್ಯವಿಲ್ಲ ಎಂದು ಎಚ್ಚರಿಸಿದರು. ಕಾರ್ಮಿಕ ಸಂಘಟನೆಗಳ ಬದುಕನ್ನೇ ಮಾಡುತ್ತಿರುವುದು ಎಂಬುದಕ್ಕೆ ಜೀವ ಸಾಕ್ಷಿಯಾಗಿದೆ ಎಂದು ತಿಳಿಸಿದರು. ಆದಾಯ ನಷ್ಟವು ಆಡಳಿತ ಮಾಡಿರುವುದು ಬದಲು ಬರುವ ನಿಯಮಗಳ ಪ್ರಕಾರ ಎಲ್ಲ ಕಾರ್ಮಿಕರಿಗೂ ಕನಿಷ್ಠ ವೇತನವನ್ನು ನಿಗದಿಪಡಿಸಬೇಕು ಎಂದು ಒತ್ತಾಯಿಸಿದರು. ರಾಜ್ಯ ಸರ್ಕಾರ ಕೂಡಾ ಕಾರ್ಮಿಕರ ಪರವಾಗಿ ಯೋಜನೆಗಳನ್ನು ರೂಪಿಸಬೇಕು. ಬಜೆಟ್‌ನಲ್ಲಿ ಹೆಚ್ಚಿನ ಅನುದಾನ ಮೀಸಲಿಡಬೇಕು ಎಂದು ಆಗ್ರಹಿಸಿದರು. [297, 258, 575, 355]
right-middle-column [956, 395, 1498, 911]
milk-text-1: ಕುಣಿಗಲ್ : ನಾಡ ಅನಿಂಗ್ರಹವಾಗಿ ಬಂದವಣಾ ರೈತರು ಜನರಿಗೆ ಬಹಳ ಹತ್ತಿರದಿಂದ ಸೇವೆ ಮಾಡಬೇಕಾದಿದೆ ತೆಂಬುಗೊಂಡ್ಡರೆ ರೈತರ ಜೊತೆ ಒಕ್ಕೂಟದ ಅಭಿವೃದ್ಧಿಗೆ ಸರ್ಕಾರದಿಂದ ಸಿಗದೇಇರುವ ಸೌಲಭ್ಯಗಳನ್ನು ರೈತರಿಗೆ ದೊರಕಿಸಿ ಕೊಡಲು ತಮ್ಮಿಂದ ಪ್ರಯಾಸವುದರೊಂದಿಗೆ ರೈತರು ಹಾಲು ಉತ್ಪಾದಕರು ಗುಣಮಟ್ಟದ ಕಾರ್ಯಕ್ಕೆ ಇಂದಿನ ತಾಲೂಕು ಉತ್ಪಾದಕರ ಮಾಡಬೇಕಿದೆ ಎಂದು ತುಮಕೂರು ಸಹಕಾರ ಹಾಲು ಒಕ್ಕೂಟದ ಅಧ್ಯಕ್ಷ ವೆಂಕಟೇಶ್ ತಿಳಿಸಿದರು. ಆದರ ತಾಲೂಕಿನ ಕಸಬಾ ಹೋಬಳಿ ಗಿದಮವಡ ಎಸ್‌ಎನ್ ಪ್ರಾಥಮಿಕ ಹಾಲು ಉತ್ಪಾದಕರ ಸಹಕಾರ ಸಂಘಗಳ ಸಾಮಾನ್ಯ ಸಭೆಯಲ್ಲಿ ಭಾಗವಹಿಸಿ ಮಾತನಾಡಿದ ಅವರು ಹಾಲು ಉತ್ಪಾದನೆಯ ಒಕ್ಕೂಟದಲ್ಲಿ ಚರ್ಚಿಸಿ ಹಾಗೂ ಸರ್ಕಾರದ ಸೌಲಭ್ಯಗಳನ್ನು ತಿಳಿಸಿದರು. [14, 449, 242, 559]
honour-text-2: ವಿದ್ಯಾರ್ಥಿಗಳಿಗೆ ಪುಸ್ತಕಗಳು ಸೇರಿದಂತೆ ಅನೇಕ ಹತ್ತು ಹಲವಾರು ಕಾರ್ಯಕ್ರಮಗಳು, ಎಲ್ಲಾ ಸಂಸ್ಥೆಗಳ ಸಹಕಾರದೊಂದಿಗೆ ಸಮಾಜಕ್ಕೆ ಸೇವೆ ಸಲ್ಲಿಸುತ್ತಾ ಬಂದಿರುವುದಾಗಿ ತಿಳಿಸಿಕೊಂಡು ಗೌರವಿಸಲಾಯಿತು. ಅದರಿಂದ ಇಂದಿಗೂ ತುಮಕೂರು ಜಿಲ್ಲಾ ಸಂಸ್ಥೆಯ ಸಂಸ್ಥೆಯಲ್ಲಿ ಇಂದು ತಮ್ಮ ಜೀವನದಲ್ಲಿ ಮರೆಯಲಾಗದ ಇಂದು ತಮ್ಮ ಜೀವನದಲ್ಲಿ ಮರೆಯಲಾಗದ ಕ್ಷಣ ಎಂದು ತಿಳಿಸಿದರು. ರೋಟರಿ ಸಂಸ್ಥೆ ಹಲವು ವರ್ಷಗಳಿಂದ ಸಮಾಜಮುಖಿ ಕಾರ್ಯಗಳಲ್ಲಿ ತೊಡಗಿಸಿಕೊಂಡಿದೆ. ಶಿಕ್ಷಣ, ಆರೋಗ್ಯ ಕ್ಷೇತ್ರಗಳಲ್ಲಿ ಹಲವು ಯೋಜನೆಗಳನ್ನು ಹಮ್ಮಿಕೊಂಡಿದೆ ಎಂದು ಹೇಳಿದರು. [295, 1154, 571, 1227]
opinion-text-2: ಕಾರ್ಯಕ್ರಮವು17ರಂದು ಮಧ್ಯಾಹ್ನ 2 ಗಂಟೆಗೆ ನಗರದ ಅರ್ಬನ್‌ಹಾಲ್‌ನಲ್ಲಿ ನಡೆಯಲಿದೆ ಎಂದು ತಿಳಿಸಿದರು. ಕೇಂದ್ರ ಜಿಎಸ್‌ಟಿ ಮತ್ತು ರೈಲ್ವೆ ಖಾತೆ ರಾಜ್ಯ ಸಚಿವ ವಿ.ಸೋಮಣ್ಣ ಕಾರ್ಯಕ್ರಮ ಉದ್ಘಾಟಿಸಲಿದ್ದಾರೆ. ಜಿಲ್ಲಾ ವಾಣಿಜ್ಯ ಮತ್ತು ಕೈಗಾರಿಕಾ ಸಂಸ್ಥೆಯ 250ಕ್ಕೂ ಹೆಚ್ಚು ಮಂದಿ ಸದಸ್ಯರು ಭಾಗವಹಿಸಲಿದ್ದಾರೆ. ತೆರಿಗೆ ದರ ಇಳಿಕೆಯಿಂದ ಗ್ರಾಹಕರಿಗೆ ಆಗುವ ಅನುಕೂಲಗಳ ಬಗ್ಗೆ ಚರ್ಚೆ ನಡೆಯಲಿದೆ ಎಂದರು. ಸಂಸ್ಥೆಯ ಪದಾಧಿಕಾರಿಗಳಾದ ಶ್ರೀನಿವಾಸ್, ರಮೇಶ್, ಮಂಜುನಾಥ್ ಉಪಸ್ಥಿತರಿದ್ದರು. ಉದ್ಯಮಿಗಳು ಸಲಹೆ ಸೂಚನೆ ನೀಡುವಂತೆ ಮನವಿ ಮಾಡಿದರು. [1230, 560, 1498, 632]
crime-text-2: ಇದರ ಬಗ್ಗೆ ಮಾಹಿತಿ ಇದ್ದಲ್ಲಿ ಗುಬ್ಬಿ ಪೊಲೀಸ್ ಠಾಣೆಗೆ ಅಥವಾ ಈ ಕೆಳಗಿನ ದೂರವಾಣಿ ಸಂಖ್ಯೆಗಳಿಗೆ ಸಂಪರ್ಕಿಸಬೇಕೆಂದು ಕೋರಲಾಗಿದೆ. ಪಿ.ಎಸ್.ಐ ಅವರ ಮೊಬೈಲ್ ಸಂಖ್ಯೆ: 08131-246522/9480802960, ಠಾಣೆಯ ಸಂಖ್ಯೆ: 08131-222210/9480802935, ಮೊಬೈಲ್ ಸಂಖ್ಯೆ: 0816-2278000/9480802900. [1152, 179, 1498, 215]
lead-text-3: ದಿನ ರಾತ್ರಿಯಲ್ಲಿ 24 ಗಂಟೆಗಳ ಕಾಲ ಕಾರ್ಯನಿರ್ವಹಿಸುವ ಸಿಬ್ಬಂದಿಗೆ ಸೂಕ್ತ ಸೌಲಭ್ಯ ಕಲ್ಪಿಸಬೇಕು. ಕಾರ್ಮಿಕರ ಕಲ್ಯಾಣ ನಿಧಿಯಿಂದ ಸಹಾಯಧನ ಬಿಡುಗಡೆ ಮಾಡಬೇಕು ಎಂದು ಮನವಿ ಮಾಡಿದರು. ಬೆಲೆ ಏರಿಕೆ, ನಿರುದ್ಯೋಗದಿಂದ ಜನ ಸಾಮಾನ್ಯರು ತತ್ತರಿಸಿದ್ದಾರೆ. ಇಂತಹ ಸಂದರ್ಭದಲ್ಲಿ ಸರ್ಕಾರಗಳು ಸಂವೇದನಾಶೀಲವಾಗಿ ಸ್ಪಂದಿಸಬೇಕು. ಜನಪರ ಯೋಜನೆಗಳನ್ನು ಜಾರಿಗೆ ತರಬೇಕು ಎಂದು ಒತ್ತಾಯಿಸಿದರು. ಸಾರ್ವಜನಿಕ ವಲಯದ ಉದ್ದಿಮೆಗಳನ್ನು ಖಾಸಗೀಕರಣ ಮಾಡುವುದನ್ನು ಕೈಬಿಡಬೇಕು. ನೌಕರರ ಹಿತ ಕಾಪಾಡಬೇಕು ಎಂದು ಆಗ್ರಹಿಸಿದರು. ಪ್ರತಿಭಟನೆಯಲ್ಲಿ ತಾಲೂಕಿನ ವಿವಿಧ ಭಾಗಗಳಿಂದ ಆಗಮಿಸಿದ್ದ ನೂರಾರು ಕಾರ್ಮಿಕರು, ಅಂಗನವಾಡಿ ಕಾರ್ಯಕರ್ತೆಯರು, ಆಶಾ ಕಾರ್ಯಕರ್ತೆಯರು ಪಾಲ್ಗೊಂಡಿದ್ದರು. [582, 258, 859, 355]
crime-text-1: ಗುಬ್ಬಿ ಸಮೀಪದ ಹೇಮಾವತಿ ನಾಲೆಯಲ್ಲಿ ಅಪರಿಚಿತ ಗಂಡಸಿನ ಶವ ಪತ್ತೆಯಾಗಿದೆ. ಸೆಟ್ಟಿಕೆರೆ ಸಮೀಪದ ಹಂಗಳಾ ಕಡೆಗೆ ಹೋಗುವ ಹೇಮಾವತಿ ನಾಲೆಯಲ್ಲಿ ಅಪರಿಚಿತ ಸುಮಾರು 40 ರಿಂದ 45 ವರ್ಷದ ಗಂಡಸಿನ ಶವ ಪತ್ತೆಯಾಗಿದ್ದು ಮೃತ ವ್ಯಕ್ತಿಯು ಯಾರು ಎಂಬುದು ಇನ್ನೂ ಖಚಿತವಾಗಿಲ್ಲ. ಸುಮಾರು 150ಬಿಸಿ ಎತ್ತರವಿದ್ದು, ಮೃತ ದೇಹವು ಎರಡು ಸುದೀರ್ಘ ದೇಹದ ಹೊಟ್ಟೆ ಕುತ್ತಿಗೆ ಹಾಗೂ ಕೈಗಳಲ್ಲಿ ಸಣ್ಣ ಪುಟ್ಟ ಗಾಯಗಳು ಆಗಿರುವ ಕಂಡುಬಂದಿದೆ. ಮೈಮೇಲೆ ಇದ್ದ ಉಡುಪುಗಳ ಆಧಾರದಲ್ಲಿ ಪೊಲೀಸರು ತನಿಖೆ ನಡೆಸುತ್ತಿದ್ದಾರೆ. [1152, 108, 1498, 169]
rni-number: RNI: KARKAN/2013/51795 [389, 16, 547, 31]
notice-note: ಸೂಚನೆ: ಈ ಆಹ್ವಾನ ಪತ್ರಿಕೆ ತಲುಪದ ಸದಸ್ಯರು ಇದನ್ನೇ ಆಹ್ವಾನ ಪತ್ರಿಕೆ ಎಂದು ತಿಳಿದು ಆಗಮಿಸಲು ಕೋರಿದೆ. [957, 1145, 1236, 1154]
national-continuation [950, 926, 1498, 1278]
published-by-label: PUBLISHED BY: [538, 1293, 605, 1303]
milk-col-2 [248, 440, 477, 712]
